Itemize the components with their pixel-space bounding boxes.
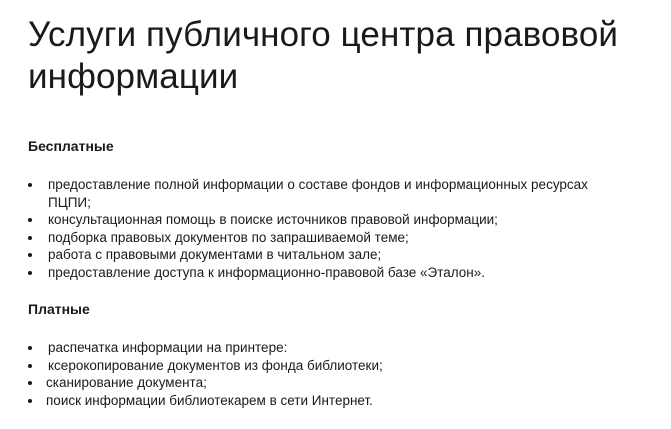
list-item-text: распечатка информации на принтере: [48, 340, 288, 355]
list-item-text: работа с правовыми документами в читальном зале; [48, 247, 382, 262]
paid-services-list [24, 339, 644, 409]
list-item-text: консультационная помощь в поиске источников правовой информации; [48, 212, 498, 227]
list-item [24, 374, 644, 392]
list-item [24, 176, 644, 211]
list-item-text: поиск информации библиотекарем в сети Интернет. [46, 392, 373, 408]
list-item [24, 357, 644, 375]
bullet-icon [28, 346, 32, 350]
list-item [24, 229, 644, 247]
list-item [24, 339, 644, 357]
list-item-text: предоставление полной информации о составе фондов и информационных ресурсах ПЦПИ; [48, 177, 588, 210]
list-item [24, 264, 644, 282]
bullet-icon [28, 399, 32, 403]
bullet-icon [28, 253, 32, 257]
page-title: Услуги публичного центра правовой информации [28, 15, 619, 96]
bullet-icon [28, 381, 32, 385]
bullet-icon [28, 218, 32, 222]
paid-services-heading: Платные [28, 301, 90, 317]
list-item-text: ксерокопирование документов из фонда библиотеки; [48, 357, 383, 373]
bullet-icon [28, 364, 32, 368]
list-item [24, 392, 644, 410]
list-item [24, 211, 644, 229]
list-item-text: подборка правовых документов по запрашиваемой теме; [48, 229, 409, 245]
free-services-heading: Бесплатные [28, 138, 114, 154]
list-item-text: предоставление доступа к информационно-правовой базе «Эталон». [48, 264, 486, 280]
free-services-list [24, 176, 644, 281]
bullet-icon [28, 236, 32, 240]
bullet-icon [28, 183, 32, 187]
bullet-icon [28, 271, 32, 275]
list-item [24, 246, 644, 264]
list-item-text: сканирование документа; [46, 375, 207, 390]
